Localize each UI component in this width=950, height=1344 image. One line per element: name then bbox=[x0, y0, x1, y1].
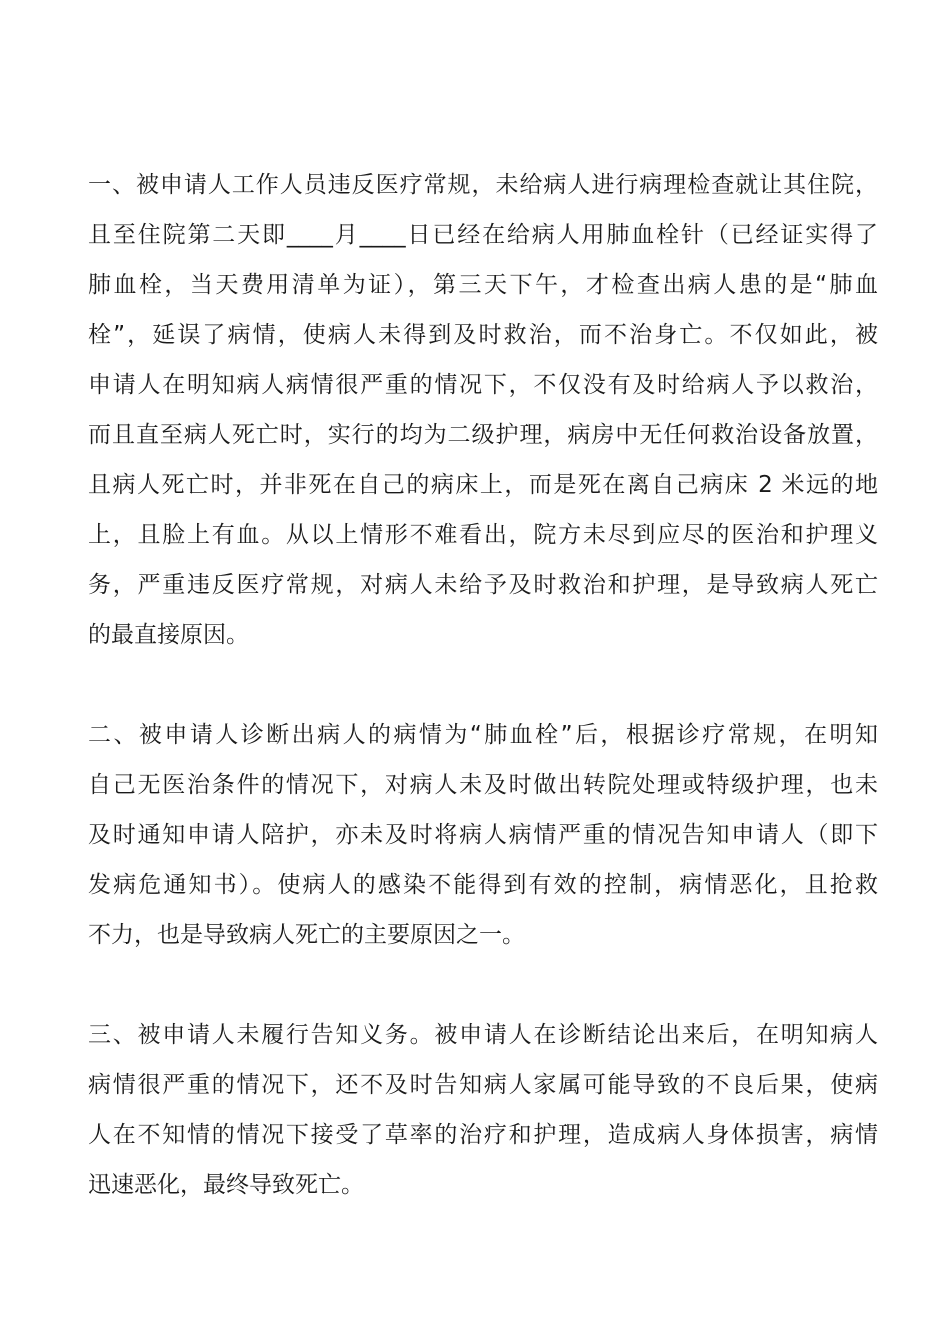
paragraph-1-line-6: 而且直至病人死亡时，实行的均为二级护理，病房中无任何救治设备放置， bbox=[88, 422, 878, 448]
paragraph-2-line-1: 二、被申请人诊断出病人的病情为“肺血栓”后，根据诊疗常规，在明知 bbox=[88, 722, 878, 748]
paragraph-3-line-3: 人在不知情的情况下接受了草率的治疗和护理，造成病人身体损害，病情 bbox=[88, 1122, 878, 1148]
paragraph-1-line-5: 申请人在明知病人病情很严重的情况下，不仅没有及时给病人予以救治， bbox=[88, 372, 878, 398]
paragraph-1-line-3: 肺血栓，当天费用清单为证），第三天下午，才检查出病人患的是“肺血 bbox=[88, 272, 878, 298]
paragraph-2-line-5: 不力，也是导致病人死亡的主要原因之一。 bbox=[88, 922, 525, 948]
paragraph-3-line-4: 迅速恶化，最终导致死亡。 bbox=[88, 1172, 364, 1198]
paragraph-1-line-2: 且至住院第二天即____月____日已经在给病人用肺血栓针（已经证实得了 bbox=[88, 222, 878, 248]
paragraph-3-line-2: 病情很严重的情况下，还不及时告知病人家属可能导致的不良后果，使病 bbox=[88, 1072, 878, 1098]
paragraph-1-line-1: 一、被申请人工作人员违反医疗常规，未给病人进行病理检查就让其住院， bbox=[88, 172, 878, 198]
paragraph-2-line-3: 及时通知申请人陪护，亦未及时将病人病情严重的情况告知申请人（即下 bbox=[88, 822, 878, 848]
paragraph-3-line-1: 三、被申请人未履行告知义务。被申请人在诊断结论出来后，在明知病人 bbox=[88, 1022, 878, 1048]
paragraph-2-line-2: 自己无医治条件的情况下，对病人未及时做出转院处理或特级护理，也未 bbox=[88, 772, 878, 798]
paragraph-1-line-4: 栓”，延误了病情，使病人未得到及时救治，而不治身亡。不仅如此，被 bbox=[88, 322, 878, 348]
paragraph-2-line-4: 发病危通知书）。使病人的感染不能得到有效的控制，病情恶化，且抢救 bbox=[88, 872, 878, 898]
paragraph-1-line-9: 务，严重违反医疗常规，对病人未给予及时救治和护理，是导致病人死亡 bbox=[88, 572, 878, 598]
paragraph-1-line-7: 且病人死亡时，并非死在自己的病床上，而是死在离自己病床 2 米远的地 bbox=[88, 472, 878, 498]
paragraph-1-line-8: 上，且脸上有血。从以上情形不难看出，院方未尽到应尽的医治和护理义 bbox=[88, 522, 878, 548]
paragraph-1-line-10: 的最直接原因。 bbox=[88, 622, 249, 648]
